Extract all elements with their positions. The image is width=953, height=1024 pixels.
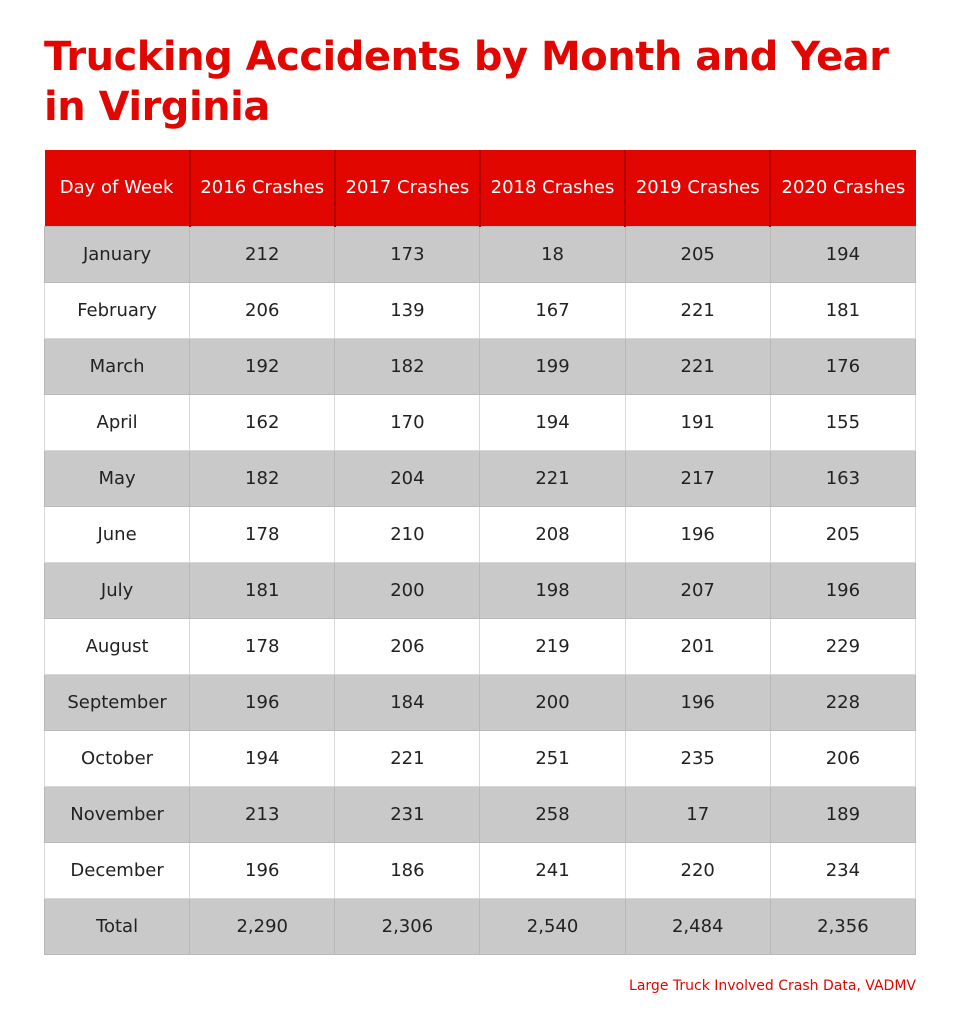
value-cell: 184: [335, 675, 480, 731]
table-row: [45, 787, 916, 843]
value-cell: 196: [770, 563, 915, 619]
value-cell: 182: [190, 451, 335, 507]
value-cell: 178: [190, 507, 335, 563]
value-cell: 234: [770, 843, 915, 899]
value-cell: 155: [770, 395, 915, 451]
total-row: [45, 899, 916, 955]
value-cell: 220: [625, 843, 770, 899]
value-cell: 181: [770, 283, 915, 339]
value-cell: 2,356: [770, 899, 915, 955]
value-cell: 205: [625, 227, 770, 283]
value-cell: 191: [625, 395, 770, 451]
value-cell: 194: [480, 395, 625, 451]
row-label-cell: August: [45, 619, 190, 675]
row-label-cell: December: [45, 843, 190, 899]
value-cell: 212: [190, 227, 335, 283]
table-row: [45, 731, 916, 787]
column-header: 2019 Crashes: [625, 150, 770, 227]
value-cell: 2,540: [480, 899, 625, 955]
row-label-cell: May: [45, 451, 190, 507]
value-cell: 258: [480, 787, 625, 843]
table-row: [45, 283, 916, 339]
value-cell: 162: [190, 395, 335, 451]
row-label-cell: July: [45, 563, 190, 619]
source-note: Large Truck Involved Crash Data, VADMV: [629, 978, 916, 994]
value-cell: 18: [480, 227, 625, 283]
value-cell: 196: [625, 507, 770, 563]
value-cell: 235: [625, 731, 770, 787]
row-label-cell: November: [45, 787, 190, 843]
value-cell: 173: [335, 227, 480, 283]
table-row: [45, 395, 916, 451]
value-cell: 205: [770, 507, 915, 563]
table-row: [45, 227, 916, 283]
value-cell: 206: [190, 283, 335, 339]
value-cell: 194: [770, 227, 915, 283]
value-cell: 241: [480, 843, 625, 899]
value-cell: 213: [190, 787, 335, 843]
column-header: 2017 Crashes: [335, 150, 480, 227]
table-row: [45, 451, 916, 507]
value-cell: 206: [770, 731, 915, 787]
table-row: [45, 619, 916, 675]
row-label-cell: June: [45, 507, 190, 563]
value-cell: 208: [480, 507, 625, 563]
column-header: 2016 Crashes: [190, 150, 335, 227]
value-cell: 221: [480, 451, 625, 507]
value-cell: 207: [625, 563, 770, 619]
row-label-cell: Total: [45, 899, 190, 955]
table-header-row: [45, 150, 916, 227]
value-cell: 196: [190, 675, 335, 731]
row-label-cell: January: [45, 227, 190, 283]
value-cell: 199: [480, 339, 625, 395]
value-cell: 178: [190, 619, 335, 675]
table-row: [45, 563, 916, 619]
row-label-cell: April: [45, 395, 190, 451]
value-cell: 196: [190, 843, 335, 899]
table-row: [45, 339, 916, 395]
value-cell: 189: [770, 787, 915, 843]
value-cell: 2,290: [190, 899, 335, 955]
value-cell: 221: [335, 731, 480, 787]
value-cell: 170: [335, 395, 480, 451]
page-title: Trucking Accidents by Month and Year in Virginia: [44, 34, 889, 130]
table-row: [45, 507, 916, 563]
value-cell: 167: [480, 283, 625, 339]
value-cell: 228: [770, 675, 915, 731]
row-label-cell: February: [45, 283, 190, 339]
value-cell: 163: [770, 451, 915, 507]
value-cell: 201: [625, 619, 770, 675]
column-header: Day of Week: [45, 150, 190, 227]
value-cell: 221: [625, 283, 770, 339]
value-cell: 139: [335, 283, 480, 339]
table-row: [45, 843, 916, 899]
value-cell: 210: [335, 507, 480, 563]
value-cell: 192: [190, 339, 335, 395]
value-cell: 186: [335, 843, 480, 899]
value-cell: 200: [480, 675, 625, 731]
column-header: 2020 Crashes: [770, 150, 915, 227]
value-cell: 176: [770, 339, 915, 395]
row-label-cell: September: [45, 675, 190, 731]
value-cell: 204: [335, 451, 480, 507]
value-cell: 198: [480, 563, 625, 619]
value-cell: 206: [335, 619, 480, 675]
table-row: [45, 675, 916, 731]
value-cell: 181: [190, 563, 335, 619]
value-cell: 231: [335, 787, 480, 843]
value-cell: 182: [335, 339, 480, 395]
row-label-cell: March: [45, 339, 190, 395]
value-cell: 221: [625, 339, 770, 395]
value-cell: 196: [625, 675, 770, 731]
value-cell: 2,484: [625, 899, 770, 955]
table-body: [45, 227, 916, 955]
value-cell: 217: [625, 451, 770, 507]
column-header: 2018 Crashes: [480, 150, 625, 227]
value-cell: 194: [190, 731, 335, 787]
value-cell: 17: [625, 787, 770, 843]
value-cell: 200: [335, 563, 480, 619]
row-label-cell: October: [45, 731, 190, 787]
value-cell: 229: [770, 619, 915, 675]
value-cell: 251: [480, 731, 625, 787]
value-cell: 219: [480, 619, 625, 675]
crash-table: [44, 150, 916, 955]
value-cell: 2,306: [335, 899, 480, 955]
